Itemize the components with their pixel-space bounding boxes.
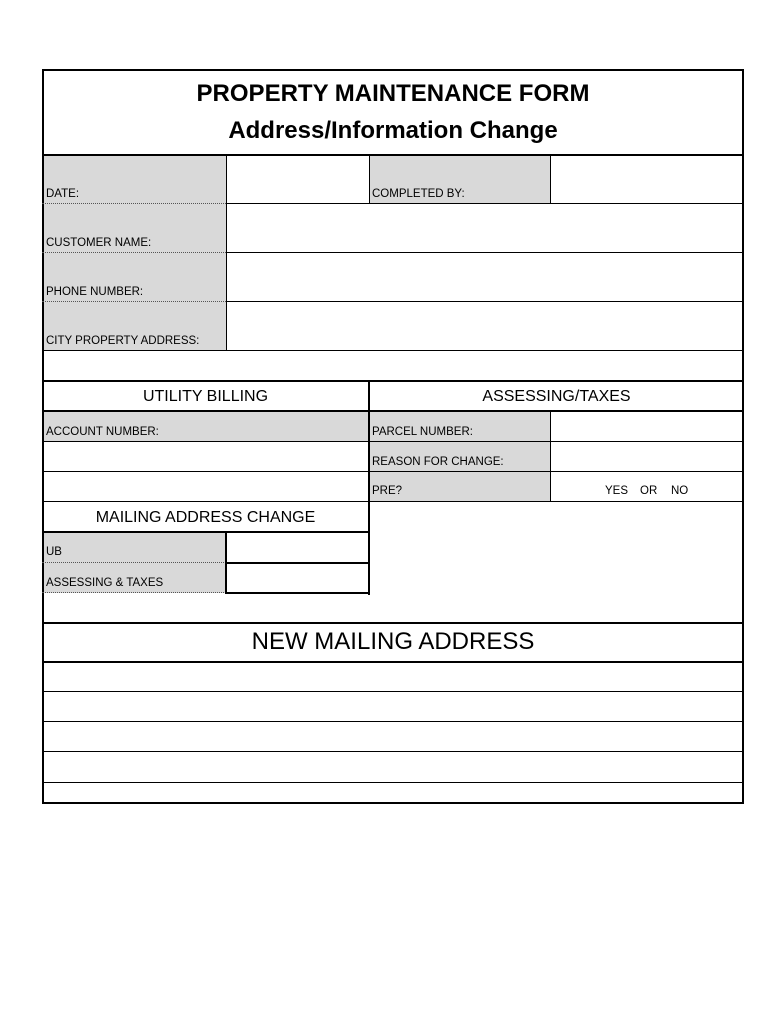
rule <box>550 155 551 203</box>
pre-label: PRE? <box>372 485 403 497</box>
rule <box>42 622 744 624</box>
pre-no-option[interactable]: NO <box>671 485 689 497</box>
ub-label: UB <box>46 546 62 558</box>
rule <box>226 155 227 351</box>
account-number-field-1[interactable] <box>44 443 366 470</box>
rule <box>226 203 744 204</box>
reason-for-change-field[interactable] <box>552 443 742 470</box>
phone-number-field[interactable] <box>228 254 742 299</box>
assessing-taxes-label: ASSESSING & TAXES <box>46 577 164 589</box>
new-mailing-address-line-4[interactable] <box>44 753 742 781</box>
parcel-number-label: PARCEL NUMBER: <box>372 426 473 438</box>
new-mailing-address-heading: NEW MAILING ADDRESS <box>251 628 535 655</box>
rule <box>225 532 227 594</box>
rule <box>42 691 744 692</box>
utility-billing-heading: UTILITY BILLING <box>142 388 269 405</box>
rule <box>42 592 226 593</box>
rule <box>42 301 226 302</box>
pre-or-text: OR <box>640 485 658 497</box>
mailing-address-change-heading: MAILING ADDRESS CHANGE <box>95 509 316 526</box>
rule <box>226 301 744 302</box>
rule <box>42 154 744 156</box>
pre-yes-option[interactable]: YES <box>605 485 629 497</box>
new-mailing-address-line-1[interactable] <box>44 663 742 690</box>
account-number-field-2[interactable] <box>44 473 366 500</box>
reason-for-change-label: REASON FOR CHANGE: <box>372 456 504 468</box>
phone-number-label: PHONE NUMBER: <box>46 286 144 298</box>
rule <box>42 721 744 722</box>
customer-name-label: CUSTOMER NAME: <box>46 237 152 249</box>
rule <box>42 410 744 412</box>
rule <box>42 562 226 563</box>
rule <box>42 751 744 752</box>
assessing-taxes-checkbox[interactable] <box>228 564 367 591</box>
ub-checkbox[interactable] <box>228 534 367 561</box>
new-mailing-address-line-3[interactable] <box>44 723 742 750</box>
rule <box>42 380 744 382</box>
assessing-taxes-heading: ASSESSING/TAXES <box>482 388 631 405</box>
new-mailing-address-line-2[interactable] <box>44 693 742 720</box>
city-property-address-field[interactable] <box>228 303 742 348</box>
form-title: PROPERTY MAINTENANCE FORM <box>196 80 590 107</box>
rule <box>42 203 226 204</box>
rule <box>42 501 744 502</box>
rule <box>42 782 744 783</box>
rule <box>226 252 744 253</box>
rule <box>42 441 744 442</box>
date-label: DATE: <box>46 188 80 200</box>
form-subtitle: Address/Information Change <box>228 117 558 144</box>
rule <box>226 592 369 594</box>
city-property-address-label: CITY PROPERTY ADDRESS: <box>46 335 200 347</box>
parcel-number-field[interactable] <box>552 413 742 440</box>
completed-by-field[interactable] <box>552 157 742 201</box>
property-maintenance-form <box>42 69 744 804</box>
rule <box>42 252 226 253</box>
date-field[interactable] <box>228 157 367 201</box>
rule <box>42 531 369 533</box>
rule <box>550 411 551 501</box>
completed-by-label: COMPLETED BY: <box>372 188 465 200</box>
rule <box>42 350 744 351</box>
account-number-label: ACCOUNT NUMBER: <box>46 426 159 438</box>
customer-name-field[interactable] <box>228 205 742 250</box>
rule <box>42 471 744 472</box>
